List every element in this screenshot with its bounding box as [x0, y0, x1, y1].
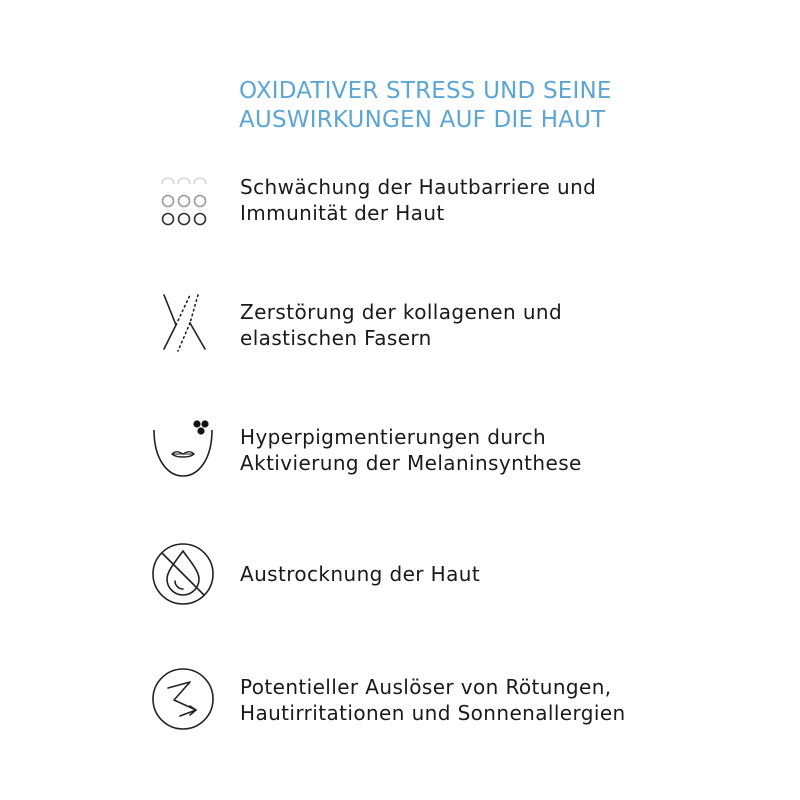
- item-text-line-1: Zerstörung der kollagenen und: [240, 300, 563, 324]
- page-title: [239, 77, 779, 135]
- face-pigment-icon: [150, 416, 216, 482]
- item-text-line-2: Aktivierung der Melaninsynthese: [240, 451, 582, 475]
- circle-grid-icon: [150, 174, 216, 240]
- zigzag-arrow-icon: [150, 666, 216, 732]
- item-text-line-2: Hautirritationen und Sonnenallergien: [240, 701, 626, 725]
- item-text-line-1: Hyperpigmentierungen durch: [240, 425, 547, 449]
- item-text-line-1: Schwächung der Hautbarriere und: [240, 175, 597, 199]
- item-text-line-2: elastischen Fasern: [240, 326, 432, 350]
- item-text-line-1: Potentieller Auslöser von Rötungen,: [240, 675, 612, 699]
- title-line-1: OXIDATIVER STRESS UND SEINE: [239, 78, 612, 104]
- no-water-drop-icon: [150, 541, 216, 607]
- title-line-2: AUSWIRKUNGEN AUF DIE HAUT: [239, 107, 606, 133]
- broken-fibers-icon: [150, 291, 216, 357]
- item-text-line-1: Austrocknung der Haut: [240, 562, 481, 586]
- item-text-line-2: Immunität der Haut: [240, 201, 445, 225]
